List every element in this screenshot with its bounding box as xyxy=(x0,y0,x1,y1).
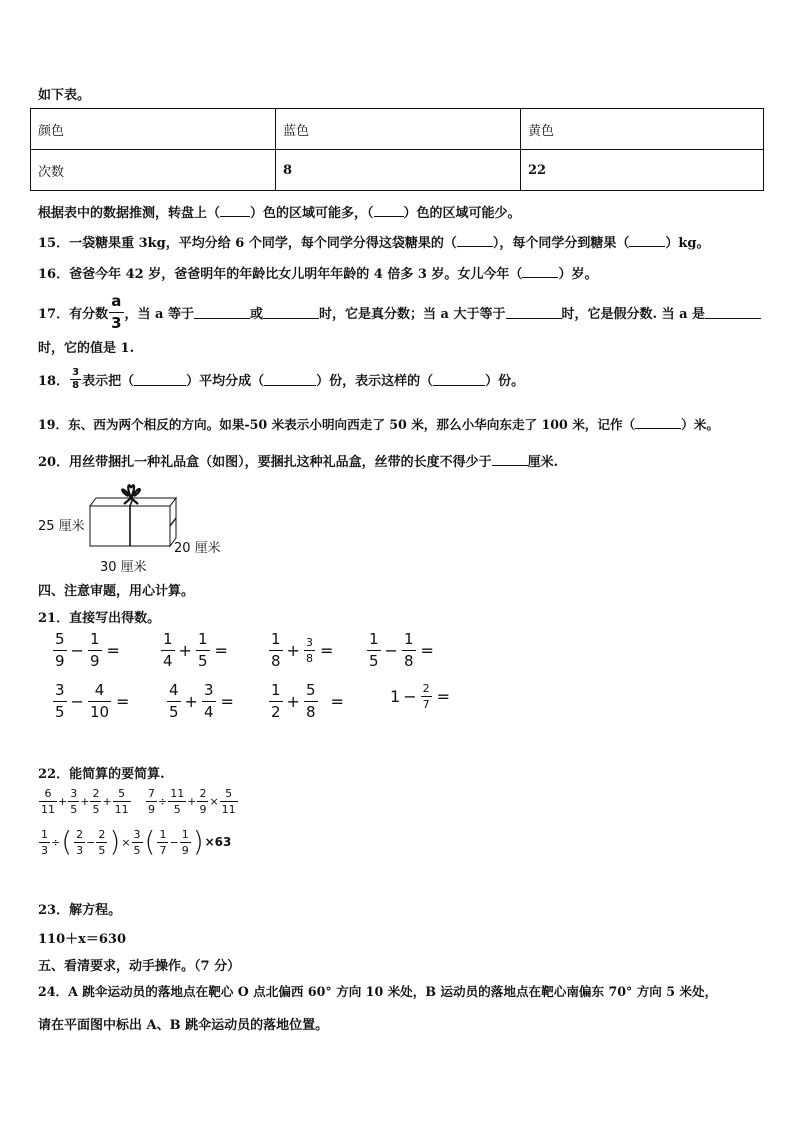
table-cell: 黄色 xyxy=(521,109,764,150)
equals-sign: = xyxy=(214,641,228,660)
answer-blank[interactable] xyxy=(457,234,493,247)
fraction: $\frac{11}{5}$ xyxy=(170,787,185,816)
fraction: $\frac{3}{5}$ xyxy=(133,827,141,857)
fraction: $\frac{1}{9}$ xyxy=(181,827,189,857)
fraction: $\frac{3}{5}$ xyxy=(55,681,65,721)
numerator: a xyxy=(111,292,122,310)
intro-text: 如下表。 xyxy=(38,88,91,103)
question-14-tail xyxy=(38,202,521,221)
simplify-expression-2 xyxy=(145,788,239,815)
text: ），每个同学分到糖果（ xyxy=(492,236,630,251)
fraction: $\frac{5}{11}$ xyxy=(221,787,236,816)
question-16 xyxy=(38,263,597,282)
text: 17．有分数 xyxy=(38,307,109,322)
text: 15．一袋糖果重 3kg，平均分给 6 个同学，每个同学分得这袋糖果的（ xyxy=(38,236,457,251)
fraction: $\frac{1}{7}$ xyxy=(159,827,167,857)
text: 18． xyxy=(38,374,70,389)
spinner-results-table xyxy=(30,108,764,191)
answer-blank[interactable] xyxy=(635,416,681,429)
question-20 xyxy=(38,451,558,470)
equals-sign: = xyxy=(220,692,234,711)
text: ）色的区域可能多，（ xyxy=(250,206,374,221)
fraction: $\frac{1}{3}$ xyxy=(41,827,48,857)
question-17 xyxy=(38,294,761,331)
operator: × xyxy=(209,795,219,808)
answer-blank[interactable] xyxy=(264,373,316,386)
question-21-title: 21．直接写出得数。 xyxy=(38,611,161,626)
numerator: 3 xyxy=(72,367,80,378)
calc-item xyxy=(268,632,333,669)
text: ）平均分成（ xyxy=(186,374,265,389)
operator: ÷ xyxy=(51,835,61,849)
fraction: $\frac{2}{7}$ xyxy=(422,682,430,711)
text: 时，它是真分数；当 a 大于等于 xyxy=(319,307,506,322)
table-cell: 22 xyxy=(521,150,764,191)
calc-item xyxy=(390,683,450,710)
fraction: $\frac{1}{9}$ xyxy=(89,630,100,670)
left-paren: ( xyxy=(144,825,156,858)
table-row xyxy=(31,150,764,191)
operator: + xyxy=(178,641,192,660)
operator: − xyxy=(70,692,84,711)
operator: + xyxy=(184,692,198,711)
text: 20．用丝带捆扎一种礼品盒（如图），要捆扎这种礼品盒，丝带的长度不得少于 xyxy=(38,455,492,470)
operator: + xyxy=(187,795,197,808)
fraction: $\frac{2}{3}$ xyxy=(76,827,84,857)
fraction: $\frac{5}{8}$ xyxy=(305,681,316,721)
answer-blank[interactable] xyxy=(134,373,186,386)
simplify-expression-3 xyxy=(38,825,232,858)
calc-item xyxy=(160,632,228,669)
text: ）岁。 xyxy=(558,267,598,282)
section-4-heading: 四、注意审题，用心计算。 xyxy=(38,584,195,599)
fraction: $\frac{6}{11}$ xyxy=(41,787,55,816)
equation: 110＋x＝630 xyxy=(38,932,127,947)
width-label: 20 厘米 xyxy=(174,541,221,556)
answer-blank[interactable] xyxy=(506,306,562,319)
question-18 xyxy=(38,368,524,391)
text: ）米。 xyxy=(681,417,719,432)
question-22-title: 22．能简算的要简算. xyxy=(38,767,165,782)
calc-item xyxy=(166,683,234,720)
fraction: $\frac{1}{4}$ xyxy=(163,630,173,670)
operator: + xyxy=(58,795,68,808)
answer-blank[interactable] xyxy=(629,234,665,247)
text: ，当 a 等于 xyxy=(124,307,195,322)
length-label: 30 厘米 xyxy=(100,560,147,575)
fraction: $\frac{7}{9}$ xyxy=(148,787,155,816)
fraction: $\frac{1}{8}$ xyxy=(271,630,281,670)
table-cell: 次数 xyxy=(31,150,276,191)
operator: + xyxy=(102,795,112,808)
text: 19．东、西为两个相反的方向。如果-50 米表示小明向西走了 50 米，那么小华向东走了 100 米，记作（ xyxy=(38,417,636,432)
operator: − xyxy=(403,687,417,706)
calc-item xyxy=(268,683,344,720)
simplify-expression-1 xyxy=(38,788,132,815)
text: 或 xyxy=(250,307,264,322)
equals-sign: = xyxy=(330,692,344,711)
fraction: $\frac{5}{9}$ xyxy=(55,630,65,670)
table-cell: 蓝色 xyxy=(276,109,521,150)
fraction: $\frac{1}{8}$ xyxy=(403,630,414,670)
denominator: 8 xyxy=(72,380,80,391)
operator: ÷ xyxy=(158,795,168,808)
equals-sign: = xyxy=(319,641,334,660)
section-5-heading: 五、看清要求，动手操作。（7 分） xyxy=(38,959,241,974)
fraction: $\frac{2}{5}$ xyxy=(98,827,106,857)
question-19 xyxy=(38,414,719,433)
text: 16．爸爸今年 42 岁，爸爸明年的年龄比女儿明年年龄的 4 倍多 3 岁。女儿今年（ xyxy=(38,267,523,282)
question-24-line-1: 24．A 跳伞运动员的落地点在靶心 O 点北偏西 60° 方向 10 米处，B 运动员的落地点在靶心南偏东 70° 方向 5 米处， xyxy=(38,984,718,999)
table-row xyxy=(31,109,764,150)
operator: + xyxy=(286,692,300,711)
fraction xyxy=(70,368,81,391)
calc-item xyxy=(52,683,129,720)
equals-sign: = xyxy=(420,641,434,660)
fraction xyxy=(109,294,123,331)
denominator: 3 xyxy=(111,314,122,332)
answer-blank[interactable] xyxy=(522,265,558,278)
fraction: $\frac{2}{5}$ xyxy=(92,787,100,816)
text: 表示把（ xyxy=(82,374,135,389)
fraction: $\frac{5}{11}$ xyxy=(114,787,129,816)
whole-number: 1 xyxy=(390,687,401,706)
fraction: $\frac{4}{10}$ xyxy=(89,681,110,721)
right-paren: ) xyxy=(109,825,121,858)
answer-blank[interactable] xyxy=(492,453,528,466)
text: 时，它是假分数. 当 a 是 xyxy=(561,307,706,322)
text: ）份。 xyxy=(485,374,525,389)
operator: − xyxy=(70,641,84,660)
answer-blank[interactable] xyxy=(374,204,404,217)
answer-blank[interactable] xyxy=(194,306,250,319)
question-17-continued: 时，它的值是 1. xyxy=(38,341,135,356)
equals-sign: = xyxy=(106,641,120,660)
operator: − xyxy=(169,835,179,849)
fraction: $\frac{1}{2}$ xyxy=(271,681,281,721)
question-15 xyxy=(38,232,709,251)
fraction: $\frac{2}{9}$ xyxy=(199,787,207,816)
operator: × xyxy=(121,835,131,849)
fraction: $\frac{3}{8}$ xyxy=(305,636,313,665)
left-paren: ( xyxy=(61,825,73,858)
height-label: 25 厘米 xyxy=(38,519,85,534)
operator: + xyxy=(80,795,90,808)
calc-item xyxy=(366,632,434,669)
equals-sign: = xyxy=(436,687,450,706)
equals-sign: = xyxy=(116,692,130,711)
operator: + xyxy=(286,641,300,660)
multiplier: ×63 xyxy=(204,835,232,849)
fraction: $\frac{1}{5}$ xyxy=(369,630,379,670)
calc-item xyxy=(52,632,120,669)
fraction: $\frac{3}{5}$ xyxy=(70,787,78,816)
table-cell: 颜色 xyxy=(31,109,276,150)
right-paren: ) xyxy=(192,825,204,858)
text: ）份，表示这样的（ xyxy=(316,374,434,389)
fraction: $\frac{1}{5}$ xyxy=(197,630,208,670)
table-cell: 8 xyxy=(276,150,521,191)
text: 根据表中的数据推测，转盘上（ xyxy=(38,206,221,221)
text: ）色的区域可能少。 xyxy=(403,206,521,221)
fraction: $\frac{3}{4}$ xyxy=(203,681,214,721)
answer-blank[interactable] xyxy=(433,373,485,386)
answer-blank[interactable] xyxy=(705,306,761,319)
text: 厘米. xyxy=(527,455,559,470)
operator: − xyxy=(86,835,96,849)
answer-blank[interactable] xyxy=(263,306,319,319)
question-24-line-2: 请在平面图中标出 A、B 跳伞运动员的落地位置。 xyxy=(38,1018,329,1033)
operator: − xyxy=(384,641,398,660)
text: ）kg。 xyxy=(665,236,710,251)
answer-blank[interactable] xyxy=(220,204,250,217)
question-23-title: 23．解方程。 xyxy=(38,903,122,918)
fraction: $\frac{4}{5}$ xyxy=(169,681,179,721)
